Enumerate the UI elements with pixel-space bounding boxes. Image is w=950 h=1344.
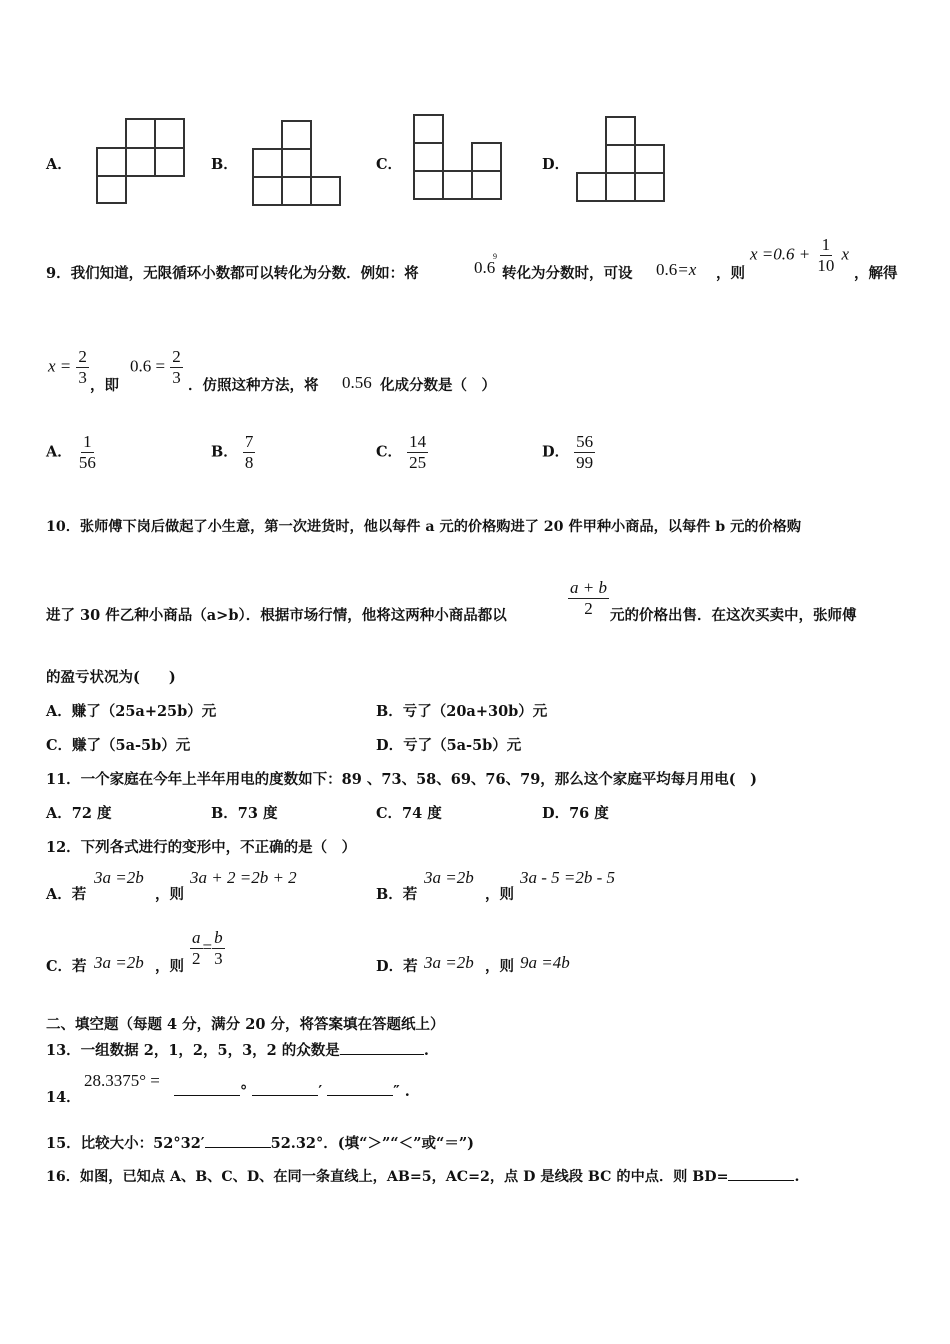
q11-option-c: C．74 度 <box>376 805 442 822</box>
q9-eq3-lhs: x = <box>48 356 72 376</box>
q9-equation-3 <box>48 347 89 387</box>
fraction-numerator: b <box>214 928 223 947</box>
net-square <box>606 145 635 173</box>
q14-second-blank[interactable] <box>327 1095 393 1096</box>
q16-end: . <box>794 1169 800 1185</box>
q9-option-c <box>376 432 428 472</box>
q12-c-fraction-left <box>190 928 203 968</box>
q12-c-result <box>190 928 225 968</box>
fraction-numerator: 56 <box>576 432 594 451</box>
net-square <box>155 119 184 148</box>
q10-stem-line2b: 元的价格出售．在这次买卖中，张师傅 <box>610 607 857 624</box>
q9-stem-part6: ．仿照这种方法，将 <box>188 377 319 394</box>
q13-text: 13．一组数据 2，1，2，5，3，2 的众数是 <box>46 1042 340 1059</box>
q16-stem <box>46 1166 799 1186</box>
q9-repeating-decimal-2: 0.56 <box>342 373 372 392</box>
q9-eq2-lhs: x =0.6 + <box>750 244 811 264</box>
q12-b-prefix: B．若 <box>376 886 418 903</box>
q12-d-prefix: D．若 <box>376 958 418 975</box>
fraction-numerator: a <box>192 928 201 947</box>
net-square <box>253 149 282 177</box>
q16-answer-blank[interactable] <box>728 1180 794 1181</box>
q12-c-fraction-right <box>212 928 225 968</box>
q15-answer-blank[interactable] <box>205 1147 271 1148</box>
q11-option-a: A．72 度 <box>46 805 112 822</box>
q8-option-b-label: B． <box>211 156 238 173</box>
fraction-numerator: 7 <box>244 432 254 451</box>
fraction-numerator: 2 <box>172 347 181 366</box>
net-square <box>414 143 443 171</box>
fraction-numerator: 1 <box>83 432 92 451</box>
q9-stem-part4: ，解得 <box>854 265 898 282</box>
q8-option-a-label: A． <box>46 156 72 173</box>
q14-blanks <box>174 1083 410 1100</box>
q9-equation-1 <box>656 260 696 280</box>
q10-stem-line1: 10．张师傅下岗后做起了小生意，第一次进货时，他以每件 a 元的价格购进了 20 件甲种小商品，以每件 b 元的价格购 <box>46 519 802 535</box>
q9-repeating-decimal-1 <box>474 252 497 278</box>
q9-eq2-fraction <box>815 235 836 275</box>
q14-end: . <box>404 1083 410 1100</box>
q8-option-b-figure <box>252 119 344 209</box>
q10-option-b: B．亏了（20a+30b）元 <box>376 703 548 720</box>
fraction-numerator: 1 <box>821 235 831 254</box>
fraction-numerator: 14 <box>409 432 427 451</box>
net-square <box>414 115 443 143</box>
q12-b-then: ，则 <box>485 886 514 903</box>
q9-stem-part3: ，则 <box>716 265 745 282</box>
q10-option-c: C．赚了（5a-5b）元 <box>46 737 191 754</box>
q10-option-d: D．亏了（5a-5b）元 <box>376 737 522 754</box>
q9-stem-part5: ，即 <box>90 377 119 394</box>
q8-option-a-figure <box>96 117 188 205</box>
net-square <box>414 171 443 199</box>
fraction-denominator: 3 <box>78 367 87 387</box>
q9-eq1-lhs: 0.6 <box>656 260 678 279</box>
q12-d-condition: 3a =2b <box>424 953 474 972</box>
q9-option-d <box>542 432 595 472</box>
net-square <box>253 177 282 205</box>
q9-eq4-lhs: 0.6 = <box>130 356 166 376</box>
q9-option-d-label: D． <box>542 443 570 461</box>
q9-option-b-fraction <box>243 432 256 472</box>
fraction-numerator: a + b <box>570 578 607 597</box>
net-square <box>97 176 126 203</box>
net-square <box>282 149 311 177</box>
q9-option-a <box>46 432 98 472</box>
q12-c-equals: = <box>202 937 213 957</box>
q14-degree-unit: ° <box>240 1083 248 1100</box>
q9-dot-mark: 9 <box>493 252 497 261</box>
q8-option-d-figure <box>576 115 668 203</box>
net-square <box>126 148 155 176</box>
q10-option-a: A．赚了（25a+25b）元 <box>46 703 217 720</box>
q14-expression: 28.3375° = <box>84 1071 160 1090</box>
net-square <box>606 173 635 201</box>
q8-option-c-label: C． <box>376 156 403 173</box>
q13-answer-blank[interactable] <box>340 1054 424 1055</box>
q9-eq2-x: x <box>841 244 849 264</box>
net-square <box>606 117 635 145</box>
q13-end: . <box>423 1042 429 1059</box>
q9-stem-part1: 9．我们知道，无限循环小数都可以转化为分数．例如：将 <box>46 265 419 282</box>
q8-option-d-label: D． <box>542 156 570 173</box>
q12-a-condition: 3a =2b <box>94 868 144 887</box>
q10-fraction <box>568 578 609 618</box>
net-square <box>282 121 311 149</box>
fraction-denominator: 2 <box>192 948 201 968</box>
section-2-title: 二、填空题（每题 4 分，满分 20 分，将答案填在答题纸上） <box>46 1016 445 1033</box>
q9-eq1-rhs: =x <box>677 260 697 279</box>
net-square <box>155 148 184 176</box>
q12-d-then: ，则 <box>485 958 514 975</box>
net-square <box>311 177 340 205</box>
q11-stem: 11．一个家庭在今年上半年用电的度数如下：89 、73、58、69、76、79，那么这个家庭平均每月用电( ) <box>46 771 758 788</box>
q11-option-d: D．76 度 <box>542 805 609 822</box>
q9-option-b <box>211 432 255 472</box>
net-square <box>472 171 501 199</box>
net-square <box>282 177 311 205</box>
q14-second-unit: ″ <box>393 1083 400 1100</box>
q9-equation-4 <box>130 347 183 387</box>
q9-option-c-label: C． <box>376 443 403 461</box>
q12-d-result: 9a =4b <box>520 953 570 972</box>
q15-prefix: 15．比较大小：52°32′ <box>46 1135 205 1152</box>
q10-stem-line3: 的盈亏状况为( ) <box>46 669 176 686</box>
net-square <box>577 173 606 201</box>
net-square <box>97 148 126 176</box>
q12-stem: 12．下列各式进行的变形中，不正确的是（ ） <box>46 839 357 856</box>
fraction-denominator: 8 <box>244 452 254 472</box>
q16-text: 16．如图，已知点 A、B、C、D、在同一条直线上，AB=5，AC=2，点 D 是线段 BC 的中点．则 BD= <box>46 1169 729 1185</box>
fraction-denominator: 25 <box>409 452 427 472</box>
q12-b-condition: 3a =2b <box>424 868 474 887</box>
q14-minute-blank[interactable] <box>252 1095 318 1096</box>
q15-stem <box>46 1132 474 1153</box>
q9-option-d-fraction <box>574 432 595 472</box>
q12-c-condition: 3a =2b <box>94 953 144 972</box>
q12-c-then: ，则 <box>155 958 184 975</box>
q9-stem-part7: 化成分数是（ ） <box>380 377 496 394</box>
q12-a-prefix: A．若 <box>46 886 87 903</box>
q12-b-result: 3a - 5 =2b - 5 <box>520 868 616 887</box>
q15-suffix: 52.32°．(填“＞”“＜”或“＝”) <box>270 1135 475 1152</box>
q10-stem-line2a: 进了 30 件乙种小商品（a>b）．根据市场行情，他将这两种小商品都以 <box>46 607 507 624</box>
q9-eq4-fraction <box>170 347 183 387</box>
q9-stem-part2: 转化为分数时，可设 <box>502 265 633 282</box>
net-square <box>472 143 501 171</box>
fraction-denominator: 10 <box>817 255 835 275</box>
q9-rep1-value: 0.6 <box>474 258 496 277</box>
q13-stem <box>46 1039 429 1060</box>
q14-minute-unit: ′ <box>318 1083 323 1100</box>
q10-price-fraction <box>568 578 609 618</box>
q8-option-c-figure <box>412 113 504 203</box>
net-square <box>635 173 664 201</box>
q12-a-then: ，则 <box>155 886 184 903</box>
net-square <box>126 119 155 148</box>
q9-eq3-fraction <box>76 347 89 387</box>
q9-option-c-fraction <box>407 432 428 472</box>
fraction-denominator: 3 <box>172 367 181 387</box>
net-square <box>443 171 472 199</box>
q14-degree-blank[interactable] <box>174 1095 240 1096</box>
q14-number: 14． <box>46 1089 81 1106</box>
fraction-numerator: 2 <box>78 347 87 366</box>
q9-option-a-fraction <box>77 432 98 472</box>
fraction-denominator: 56 <box>78 452 96 472</box>
q9-equation-2 <box>750 235 849 275</box>
fraction-denominator: 99 <box>576 452 594 472</box>
net-square <box>635 145 664 173</box>
q9-option-b-label: B． <box>211 443 238 461</box>
fraction-denominator: 2 <box>584 598 593 618</box>
q11-option-b: B．73 度 <box>211 805 278 822</box>
q12-a-result: 3a + 2 =2b + 2 <box>190 868 297 887</box>
q12-c-prefix: C．若 <box>46 958 87 975</box>
fraction-denominator: 3 <box>214 948 223 968</box>
q9-option-a-label: A． <box>46 443 72 461</box>
